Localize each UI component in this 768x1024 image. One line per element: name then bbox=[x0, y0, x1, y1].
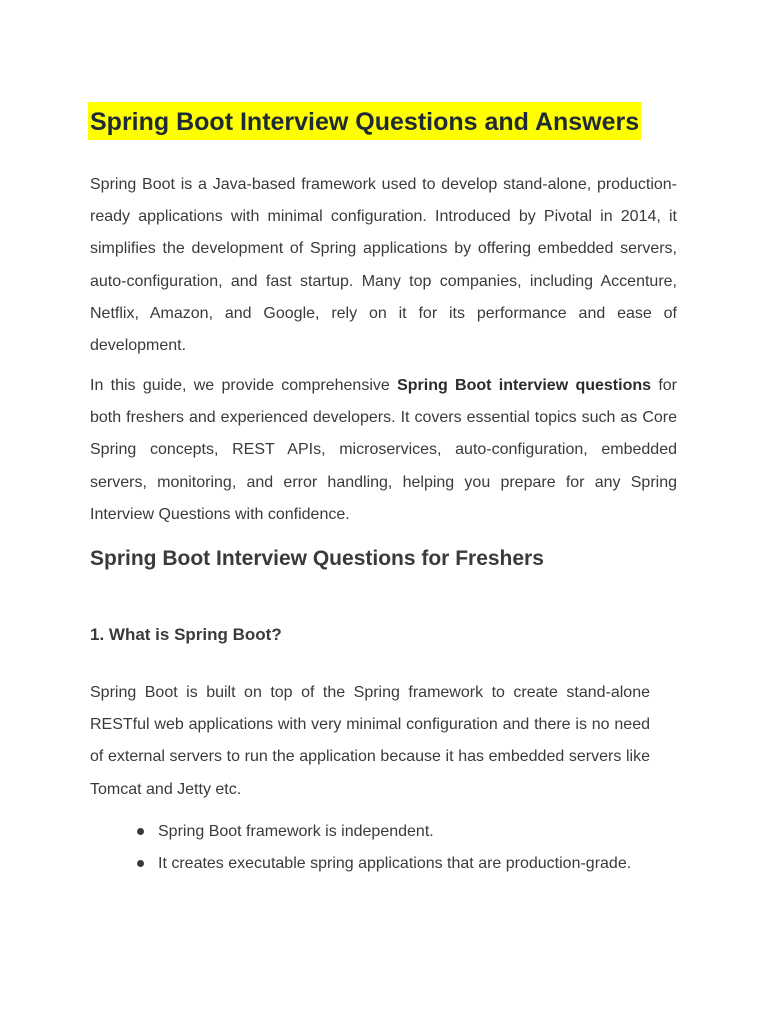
question-heading: 1. What is Spring Boot? bbox=[90, 625, 282, 644]
page-title: Spring Boot Interview Questions and Answers bbox=[88, 102, 641, 140]
guide-paragraph bbox=[90, 370, 677, 531]
section-heading: Spring Boot Interview Questions for Freshers bbox=[90, 547, 544, 570]
list-item bbox=[134, 816, 694, 848]
bullet-icon bbox=[137, 860, 144, 867]
bullet-list bbox=[134, 816, 694, 880]
guide-paragraph-text-before: In this guide, we provide comprehensive bbox=[90, 377, 398, 394]
list-item bbox=[134, 848, 694, 880]
guide-paragraph-text-after: for both freshers and experienced developers. It covers essential topics such as Core Spring concepts, REST APIs, microservices, auto-configuration, embedded servers, monitoring, and error handling, helping you prepare for any Spring Interview Questions with confidence. bbox=[90, 377, 678, 523]
answer-paragraph: Spring Boot is built on top of the Spring framework to create stand-alone RESTful web applications with very minimal configuration and there is no need of external servers to run the application because it has embedded servers like Tomcat and Jetty etc. bbox=[90, 684, 650, 798]
guide-paragraph-bold-text: Spring Boot interview questions bbox=[397, 377, 652, 394]
document-page bbox=[90, 102, 678, 873]
list-item-text: Spring Boot framework is independent. bbox=[158, 823, 434, 840]
list-item-text: It creates executable spring applications that are production-grade. bbox=[158, 855, 632, 873]
intro-paragraph: Spring Boot is a Java-based framework used to develop stand-alone, production-ready applications with minimal configuration. Introduced by Pivotal in 2014, it simplifies the development of Spring applications by offering embedded servers, auto-configuration, and fast startup. Many top companies, including Accenture, Netflix, Amazon, and Google, rely on it for its performance and ease of development. bbox=[90, 176, 677, 355]
bullet-icon bbox=[137, 828, 144, 835]
